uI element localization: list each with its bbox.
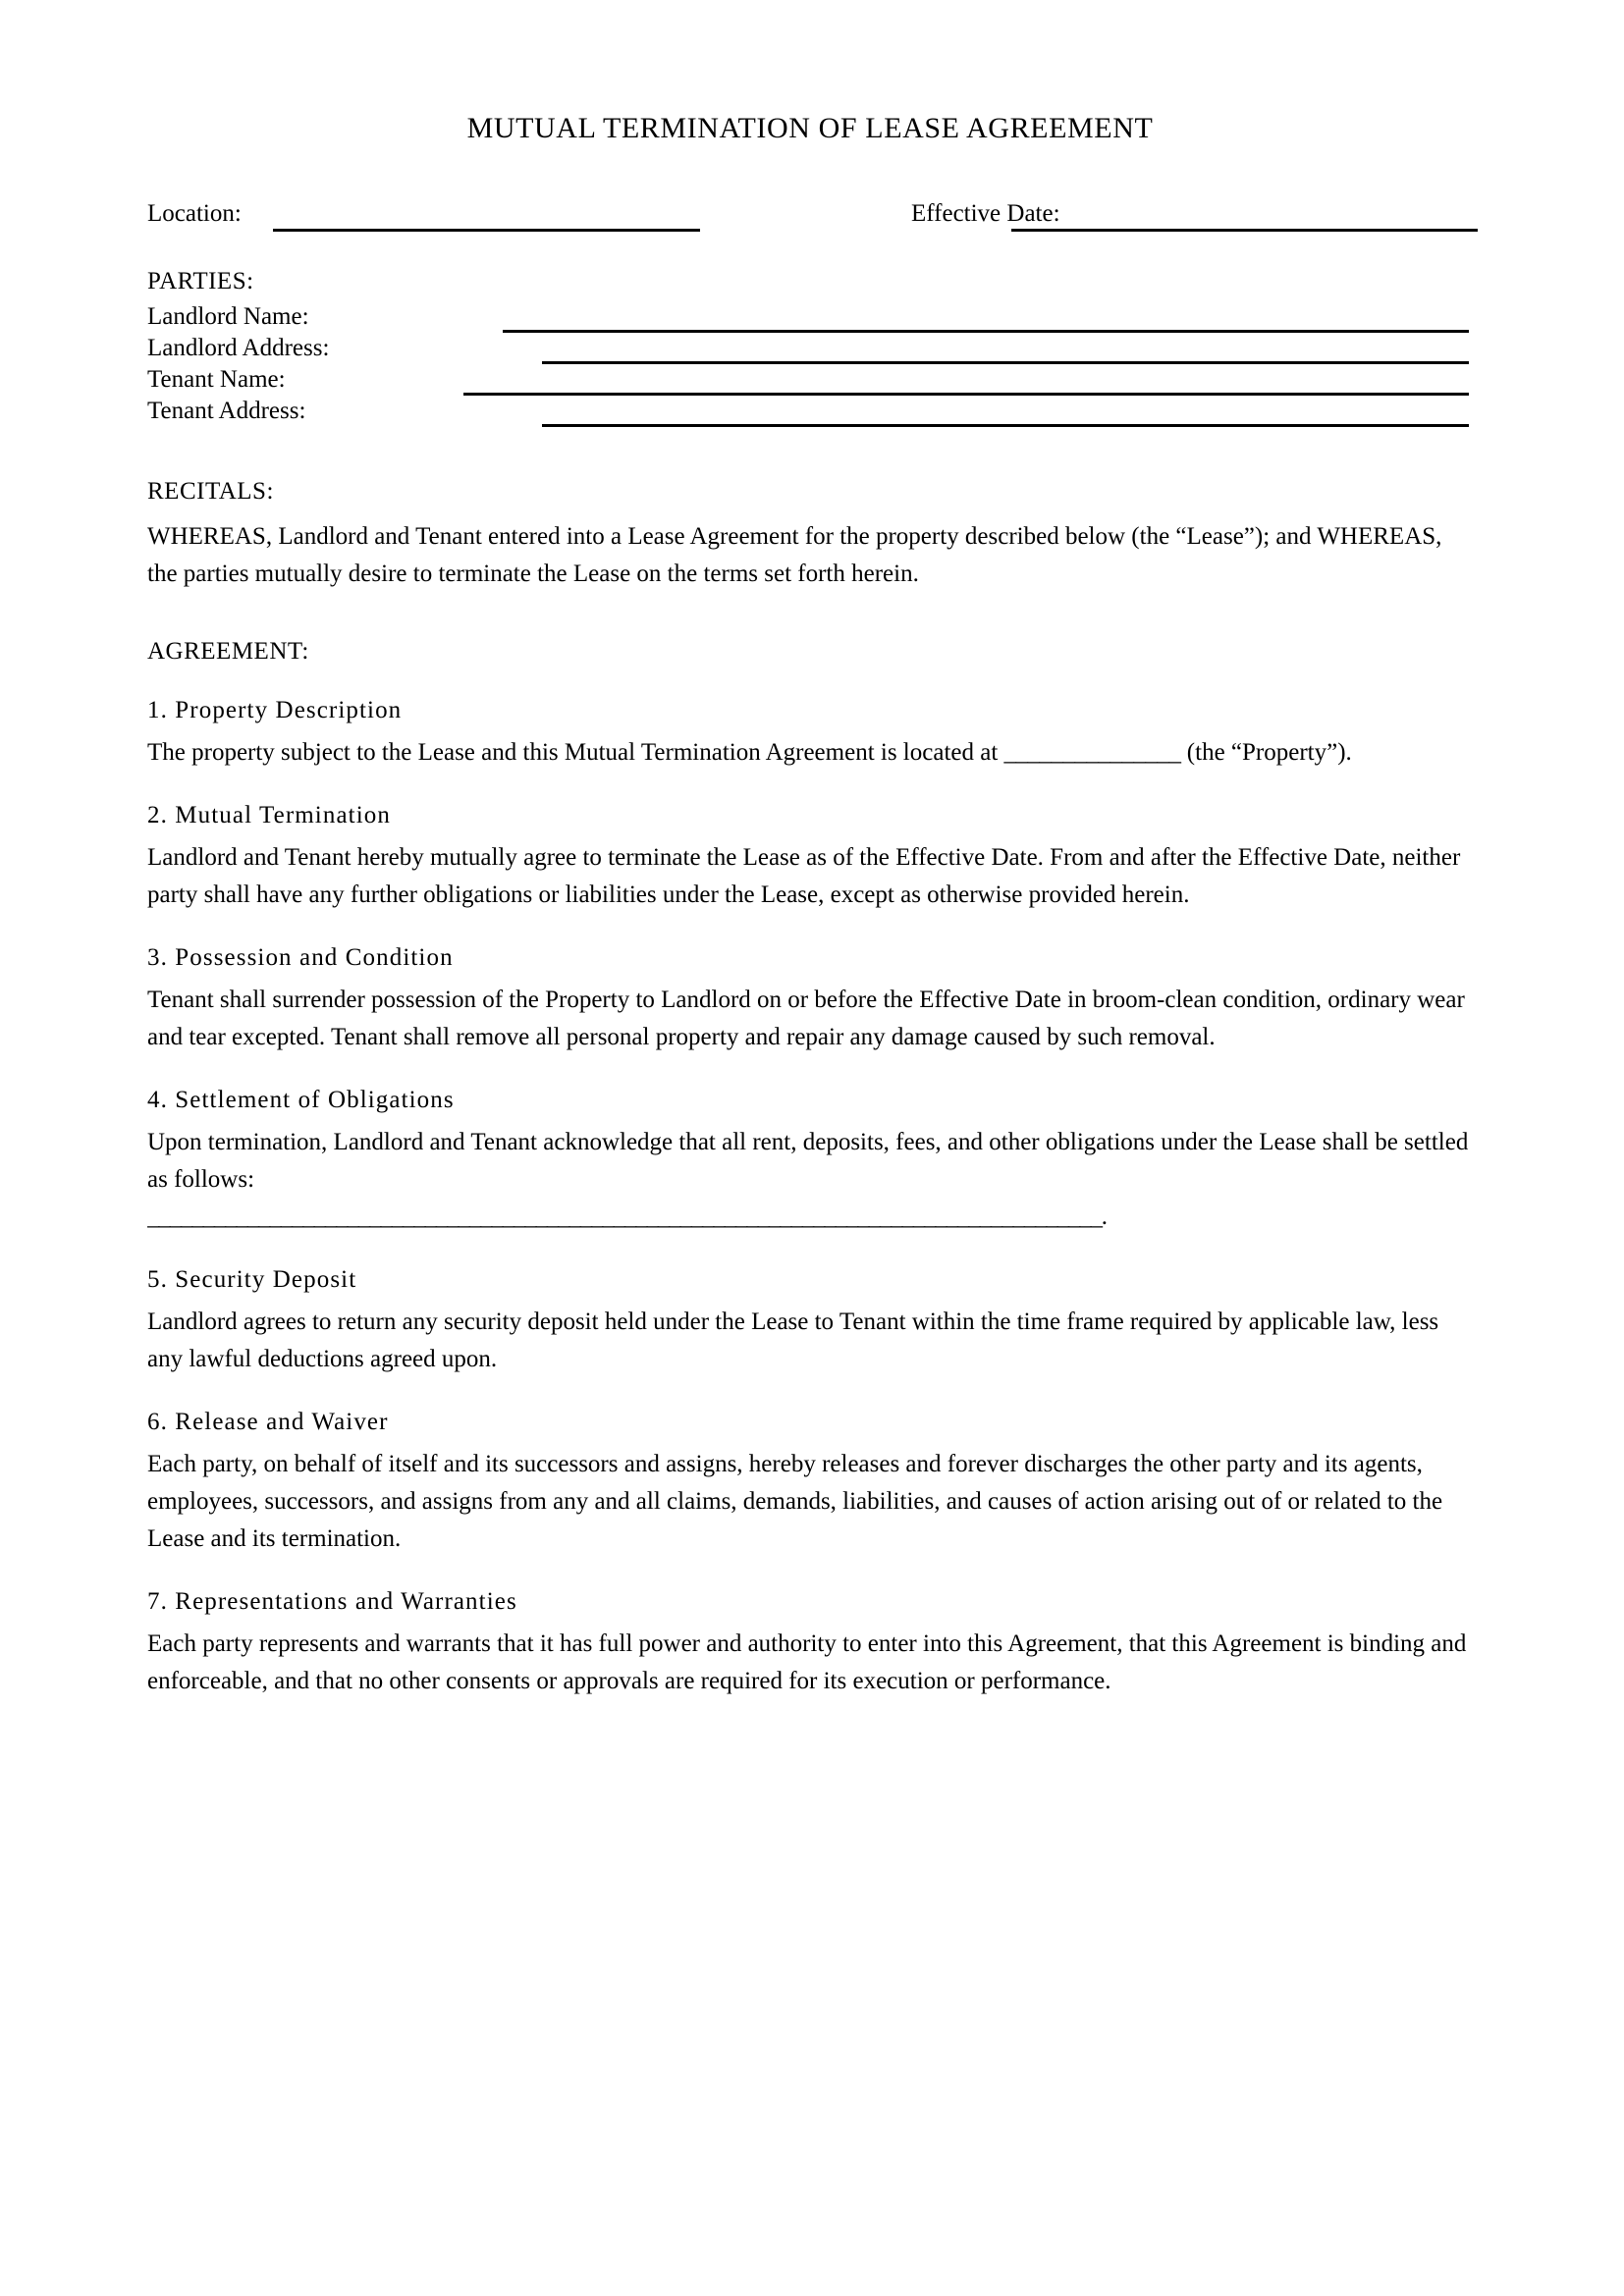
section-1-text-after: (the “Property”). [1180, 739, 1352, 766]
section-body-2: Landlord and Tenant hereby mutually agree to terminate the Lease as of the Effective Date. From and after the Effective Date, neither party shall have any further obligations or liabilities under the Lease, except as otherwise provided herein. [147, 844, 1461, 908]
section-body-7: Each party represents and warrants that it has full power and authority to enter into this Agreement, that this Agreement is binding and enforceable, and that no other consents or approvals are required for its execution or performance. [147, 1630, 1467, 1694]
effective-date-fill-line[interactable] [1011, 229, 1478, 232]
landlord-name-label: Landlord Name: [147, 303, 309, 330]
top-fields-row [147, 199, 1473, 239]
landlord-name-fill-line[interactable] [503, 330, 1469, 333]
document-content [147, 0, 1473, 1700]
section-body-3: Tenant shall surrender possession of the Property to Landlord on or before the Effective Date in broom-clean condition, ordinary wear and tear excepted. Tenant shall remove all personal property and repair any damage caused by such removal. [147, 987, 1465, 1050]
section-heading-7: 7. Representations and Warranties [147, 1588, 517, 1615]
recitals-caption: RECITALS: [147, 478, 274, 505]
tenant-address-label: Tenant Address: [147, 398, 306, 424]
parties-caption: PARTIES: [147, 268, 254, 294]
effective-date-label: Effective Date: [911, 200, 1060, 227]
section-heading-5: 5. Security Deposit [147, 1266, 357, 1293]
landlord-address-fill-line[interactable] [542, 361, 1469, 364]
agreement-caption: AGREEMENT: [147, 638, 309, 665]
recitals-text: WHEREAS, Landlord and Tenant entered into a Lease Agreement for the property described below (the “Lease”); and WHEREAS, the parties mutually desire to terminate the Lease on the terms set forth herein. [147, 523, 1442, 587]
landlord-address-label: Landlord Address: [147, 335, 330, 361]
location-fill-line[interactable] [273, 229, 700, 232]
party-row-landlord-address [147, 334, 1473, 365]
section-heading-6: 6. Release and Waiver [147, 1409, 389, 1435]
section-heading-2: 2. Mutual Termination [147, 802, 391, 828]
party-row-tenant-address [147, 397, 1473, 428]
tenant-name-label: Tenant Name: [147, 366, 286, 393]
party-row-tenant-name [147, 365, 1473, 397]
section-body-6: Each party, on behalf of itself and its successors and assigns, hereby releases and forever discharges the other party and its agents, employees, successors, and assigns from any and all claims, demands, liabilities, and causes of action arising out of or related to the Lease and its termination. [147, 1451, 1443, 1552]
section-heading-1: 1. Property Description [147, 697, 403, 723]
section-heading-3: 3. Possession and Condition [147, 944, 454, 971]
parties-block [147, 302, 1473, 436]
settlement-fill-line[interactable]: ______________________________________________________________________________________. [147, 1203, 1107, 1230]
tenant-address-fill-line[interactable] [542, 424, 1469, 427]
party-row-landlord-name [147, 302, 1473, 334]
tenant-name-fill-line[interactable] [463, 393, 1469, 396]
property-address-blank[interactable]: _______________ [1003, 739, 1181, 766]
section-body-1 [147, 734, 1473, 772]
section-heading-4: 4. Settlement of Obligations [147, 1087, 455, 1113]
section-body-4: Upon termination, Landlord and Tenant acknowledge that all rent, deposits, fees, and other obligations under the Lease shall be settled as follows: [147, 1129, 1469, 1193]
location-label: Location: [147, 200, 242, 227]
section-1-text-before: The property subject to the Lease and this Mutual Termination Agreement is located at [147, 739, 1004, 766]
section-body-5: Landlord agrees to return any security deposit held under the Lease to Tenant within the time frame required by applicable law, less any lawful deductions agreed upon. [147, 1308, 1439, 1372]
page-title: MUTUAL TERMINATION OF LEASE AGREEMENT [466, 112, 1154, 144]
